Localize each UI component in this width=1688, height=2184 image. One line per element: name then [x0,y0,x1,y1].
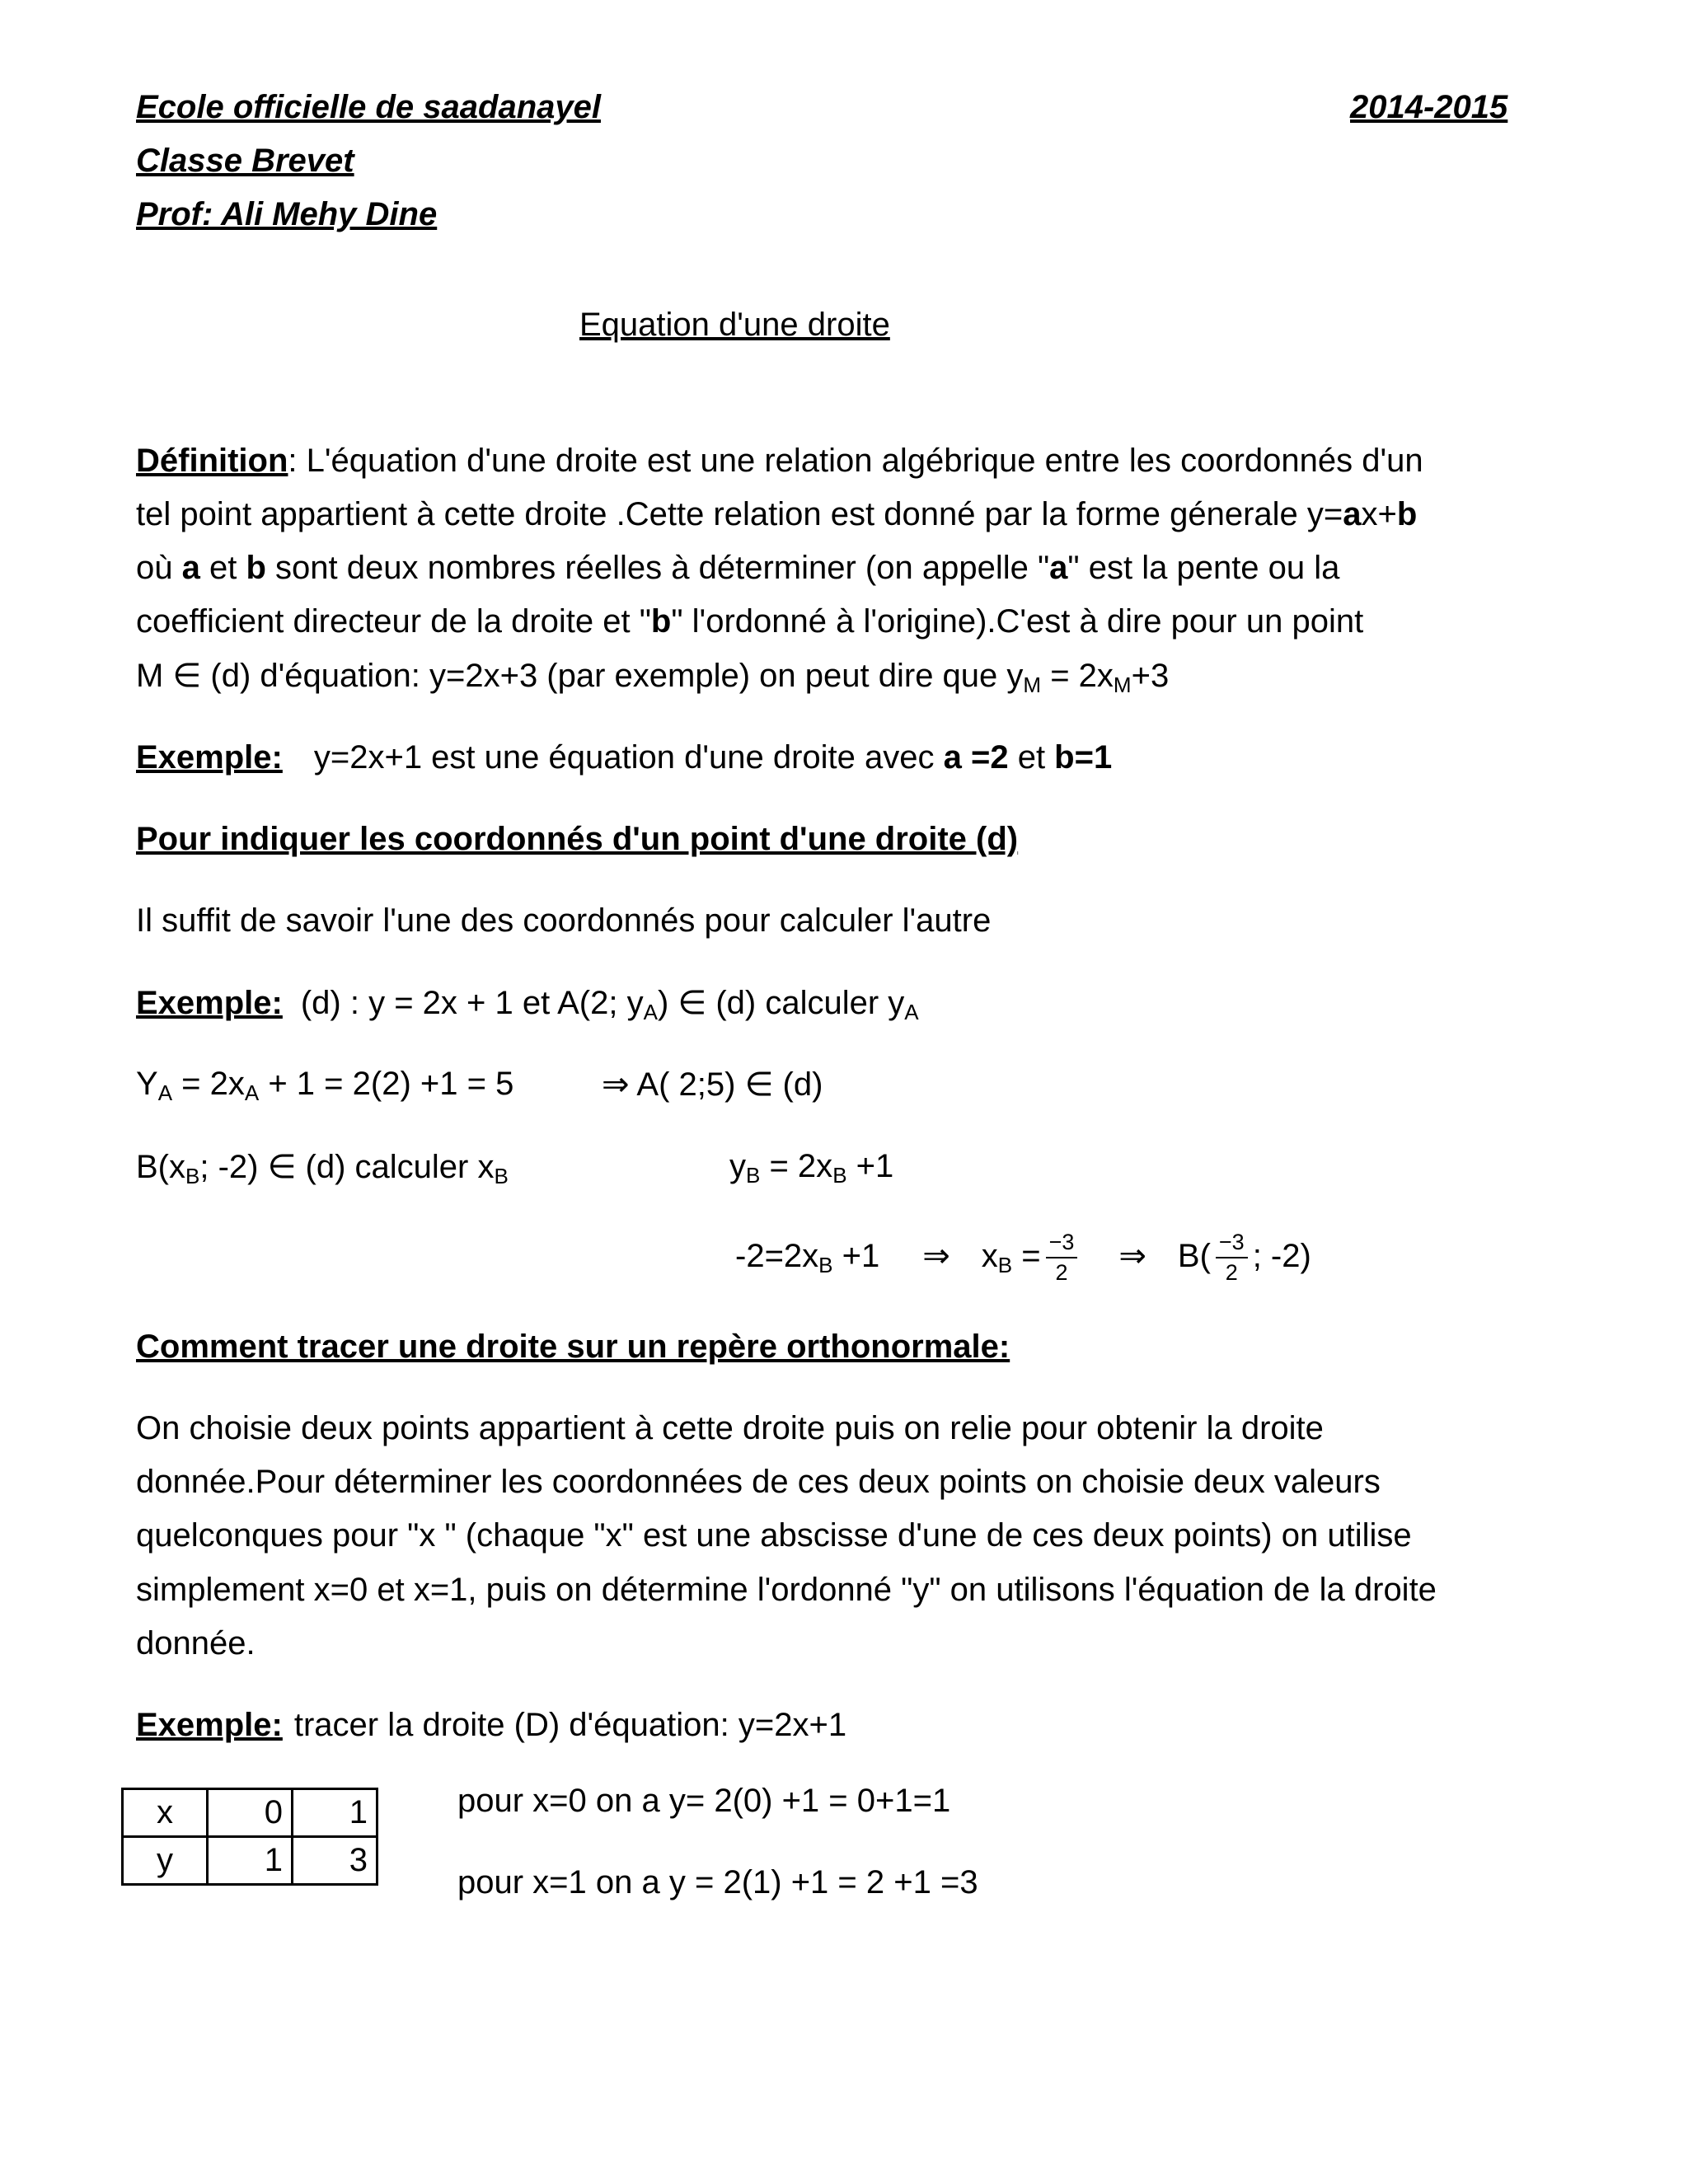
calculation-x1: pour x=1 on a y = 2(1) +1 = 2 +1 =3 [457,1864,978,1900]
example-label: Exemple: [136,1707,283,1743]
definition-line-3: où a et b sont deux nombres réelles à déterminer (on appelle "a" est la pente ou la [136,550,1340,586]
example-2-equation-b: $y_B = 2x_B +1$ [729,1148,894,1188]
paragraph-line-3: quelconques pour "x " (chaque "x" est une abscisse d'une de ces deux points) on utilise [136,1517,1412,1554]
definition-line-4: coefficient directeur de la droite et "b" l'ordonné à l'origine).C'est à dire pour un point [136,603,1364,640]
example-2-line-4: $-2=2x_B +1$ ⇒ $x_B$ = $\frac{-3}{2}$ ⇒ B( $\frac{-3}{2}$ ; -2) [735,1230,1311,1286]
example-2-line-1: Exemple: (d) : y = 2x + 1 et A(2; $y_A$) ∈ (d) calculer $y_A$ [136,985,919,1024]
table-row [123,1789,377,1837]
definition-label: Définition [136,443,288,479]
values-table [121,1788,378,1886]
example-2-line-2: $Y_A = 2x_A + 1 = 2(2) +1 = 5$ [136,1066,514,1105]
section-heading-coordinates: Pour indiquer les coordonnés d'un point d'une droite (d) [136,821,1019,857]
paragraph-line-1: On choisie deux points appartient à cette droite puis on relie pour obtenir la droite [136,1410,1324,1446]
table-cell: y [123,1837,208,1885]
paragraph-line-5: donnée. [136,1625,256,1661]
fraction-minus-three-halves: $\frac{-3}{2}$ [1046,1231,1078,1284]
fraction-minus-three-halves: $\frac{-3}{2}$ [1216,1231,1248,1284]
example-label: Exemple: [136,985,283,1021]
example-1: Exemple: y=2x+1 est une équation d'une droite avec a =2 et b=1 [136,739,1113,776]
section-heading-trace: Comment tracer une droite sur un repère orthonormale: [136,1329,1010,1365]
school-name: Ecole officielle de saadanayel [136,89,601,125]
example-2-result-a: ⇒ A( 2;5) ∈ (d) [602,1066,823,1103]
calculation-x0: pour x=0 on a y= 2(0) +1 = 0+1=1 [457,1783,951,1819]
paragraph-line-4: simplement x=0 et x=1, puis on détermine l'ordonné "y" on utilisons l'équation de la droite [136,1572,1437,1608]
definition-line-5: M ∈ (d) d'équation: y=2x+3 (par exemple) on peut dire que $y_M = 2x_M+3$ [136,658,1170,697]
section-intro: Il suffit de savoir l'une des coordonnés pour calculer l'autre [136,902,992,939]
definition-line-2: tel point appartient à cette droite .Cette relation est donné par la forme génerale y=ax+b [136,496,1418,532]
page-title: Equation d'une droite [579,307,890,343]
paragraph-line-2: donnée.Pour déterminer les coordonnées de ces deux points on choisie deux valeurs [136,1464,1381,1500]
class-name: Classe Brevet [136,143,354,179]
table-cell: 0 [208,1789,293,1837]
example-3: Exemple: tracer la droite (D) d'équation: y=2x+1 [136,1707,847,1743]
example-label: Exemple: [136,739,283,776]
teacher-name: Prof: Ali Mehy Dine [136,196,438,232]
definition-line-1: Définition: L'équation d'une droite est une relation algébrique entre les coordonnés d'un [136,443,1423,479]
table-cell: 3 [293,1837,377,1885]
school-year: 2014-2015 [1350,89,1508,125]
table-cell: 1 [293,1789,377,1837]
table-cell: x [123,1789,208,1837]
table-cell: 1 [208,1837,293,1885]
example-2-line-3: $B(x_B$; -2) ∈ (d) calculer $x_B$ [136,1149,509,1188]
table-row [123,1837,377,1885]
